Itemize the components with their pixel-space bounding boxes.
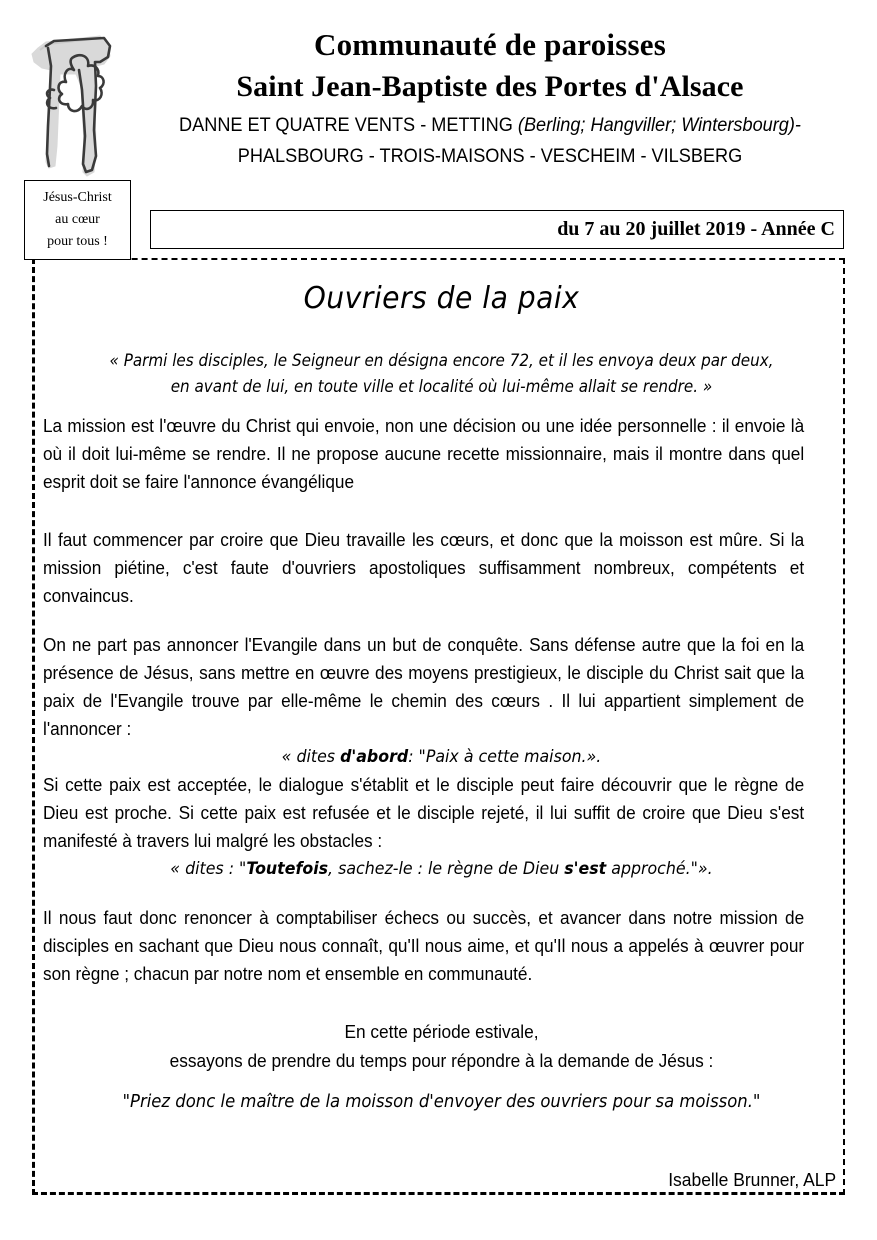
scripture-epigraph xyxy=(79,348,805,400)
page-subtitle: Saint Jean-Baptiste des Portes d'Alsace xyxy=(236,70,744,103)
date-range-box xyxy=(150,210,844,249)
parish-logo-icon xyxy=(24,26,116,178)
quote-1-post: : "Paix à cette maison.». xyxy=(408,747,602,767)
main-content-panel xyxy=(32,258,845,1195)
date-range-text: du 7 au 20 juillet 2019 - Année C xyxy=(557,218,835,240)
slogan-line-1: Jésus-Christ xyxy=(43,190,112,205)
parish-list-line-1 xyxy=(146,110,834,141)
slogan-box xyxy=(24,180,131,260)
paragraph-5: Il nous faut donc renoncer à comptabiliser échecs ou succès, et avancer dans notre mission de disciples en sachant que Dieu nous connaît, qu'Il nous aime, et qu'Il nous a appelés à œuvrer pour son règne ; chacun par notre nom et ensemble en communauté. xyxy=(43,908,805,984)
epigraph-line-1: « Parmi les disciples, le Seigneur en désigna encore 72, et il les envoya deux par deux, xyxy=(109,351,774,370)
paragraph-2: Il faut commencer par croire que Dieu travaille les cœurs, et donc que la moisson est mûre. Si la mission piétine, c'est faute d'ouvriers apostoliques suffisamment nombreux, compétents et convaincus. xyxy=(43,530,805,606)
quote-1 xyxy=(71,743,812,771)
paragraph-4: Si cette paix est acceptée, le dialogue s'établit et le disciple peut faire découvrir que le règne de Dieu est proche. Si cette paix est refusée et le disciple rejeté, il lui suffit de croire que Dieu s'est manifesté à travers lui malgré les obstacles : xyxy=(43,775,805,851)
quote-2 xyxy=(71,855,812,883)
closing-invitation xyxy=(59,1018,824,1076)
article-title: Ouvriers de la paix xyxy=(303,281,580,316)
parish-list-line-2: PHALSBOURG - TROIS-MAISONS - VESCHEIM - VILSBERG xyxy=(237,145,743,167)
page-title: Communauté de paroisses xyxy=(314,27,666,62)
masthead xyxy=(120,26,860,172)
epigraph-line-2: en avant de lui, en toute ville et localité où lui-même allait se rendre. » xyxy=(170,377,713,396)
parish-list-line-1-italic: (Berling; Hangviller; Wintersbourg)- xyxy=(517,114,801,136)
quote-1-pre: « dites xyxy=(281,747,341,767)
quote-2-mid: , sachez-le : le règne de Dieu xyxy=(328,859,565,879)
paragraph-1: La mission est l'œuvre du Christ qui envoie, non une décision ou une idée personnelle : il envoie là où il doit lui-même se rendre. Il ne propose aucune recette missionnaire, mais il montre dans quel esprit doit se faire l'annonce évangélique xyxy=(43,416,805,492)
document-header xyxy=(0,0,877,258)
closing-line-2: essayons de prendre du temps pour répondre à la demande de Jésus : xyxy=(169,1051,714,1071)
quote-2-bold-1: Toutefois xyxy=(246,859,329,879)
quote-2-bold-2: s'est xyxy=(564,859,607,879)
parish-list-line-1-plain: DANNE ET QUATRE VENTS - METTING xyxy=(179,114,518,136)
final-scripture-quote: "Priez donc le maître de la moisson d'envoyer des ouvriers pour sa moisson." xyxy=(122,1092,761,1112)
quote-2-post: approché."». xyxy=(606,859,713,879)
author-signature: Isabelle Brunner, ALP xyxy=(668,1170,837,1190)
closing-line-1: En cette période estivale, xyxy=(344,1022,539,1042)
quote-1-bold: d'abord xyxy=(340,747,409,767)
paragraph-3: On ne part pas annoncer l'Evangile dans un but de conquête. Sans défense autre que la foi en la présence de Jésus, sans mettre en œuvre des moyens prestigieux, le disciple du Christ sait que la paix de l'Evangile trouve par elle-même le chemin des cœurs . Il lui appartient simplement de l'annoncer : xyxy=(43,635,805,739)
slogan-line-3: pour tous ! xyxy=(47,234,108,249)
slogan-line-2: au cœur xyxy=(55,212,100,227)
quote-2-pre: « dites : " xyxy=(170,859,247,879)
